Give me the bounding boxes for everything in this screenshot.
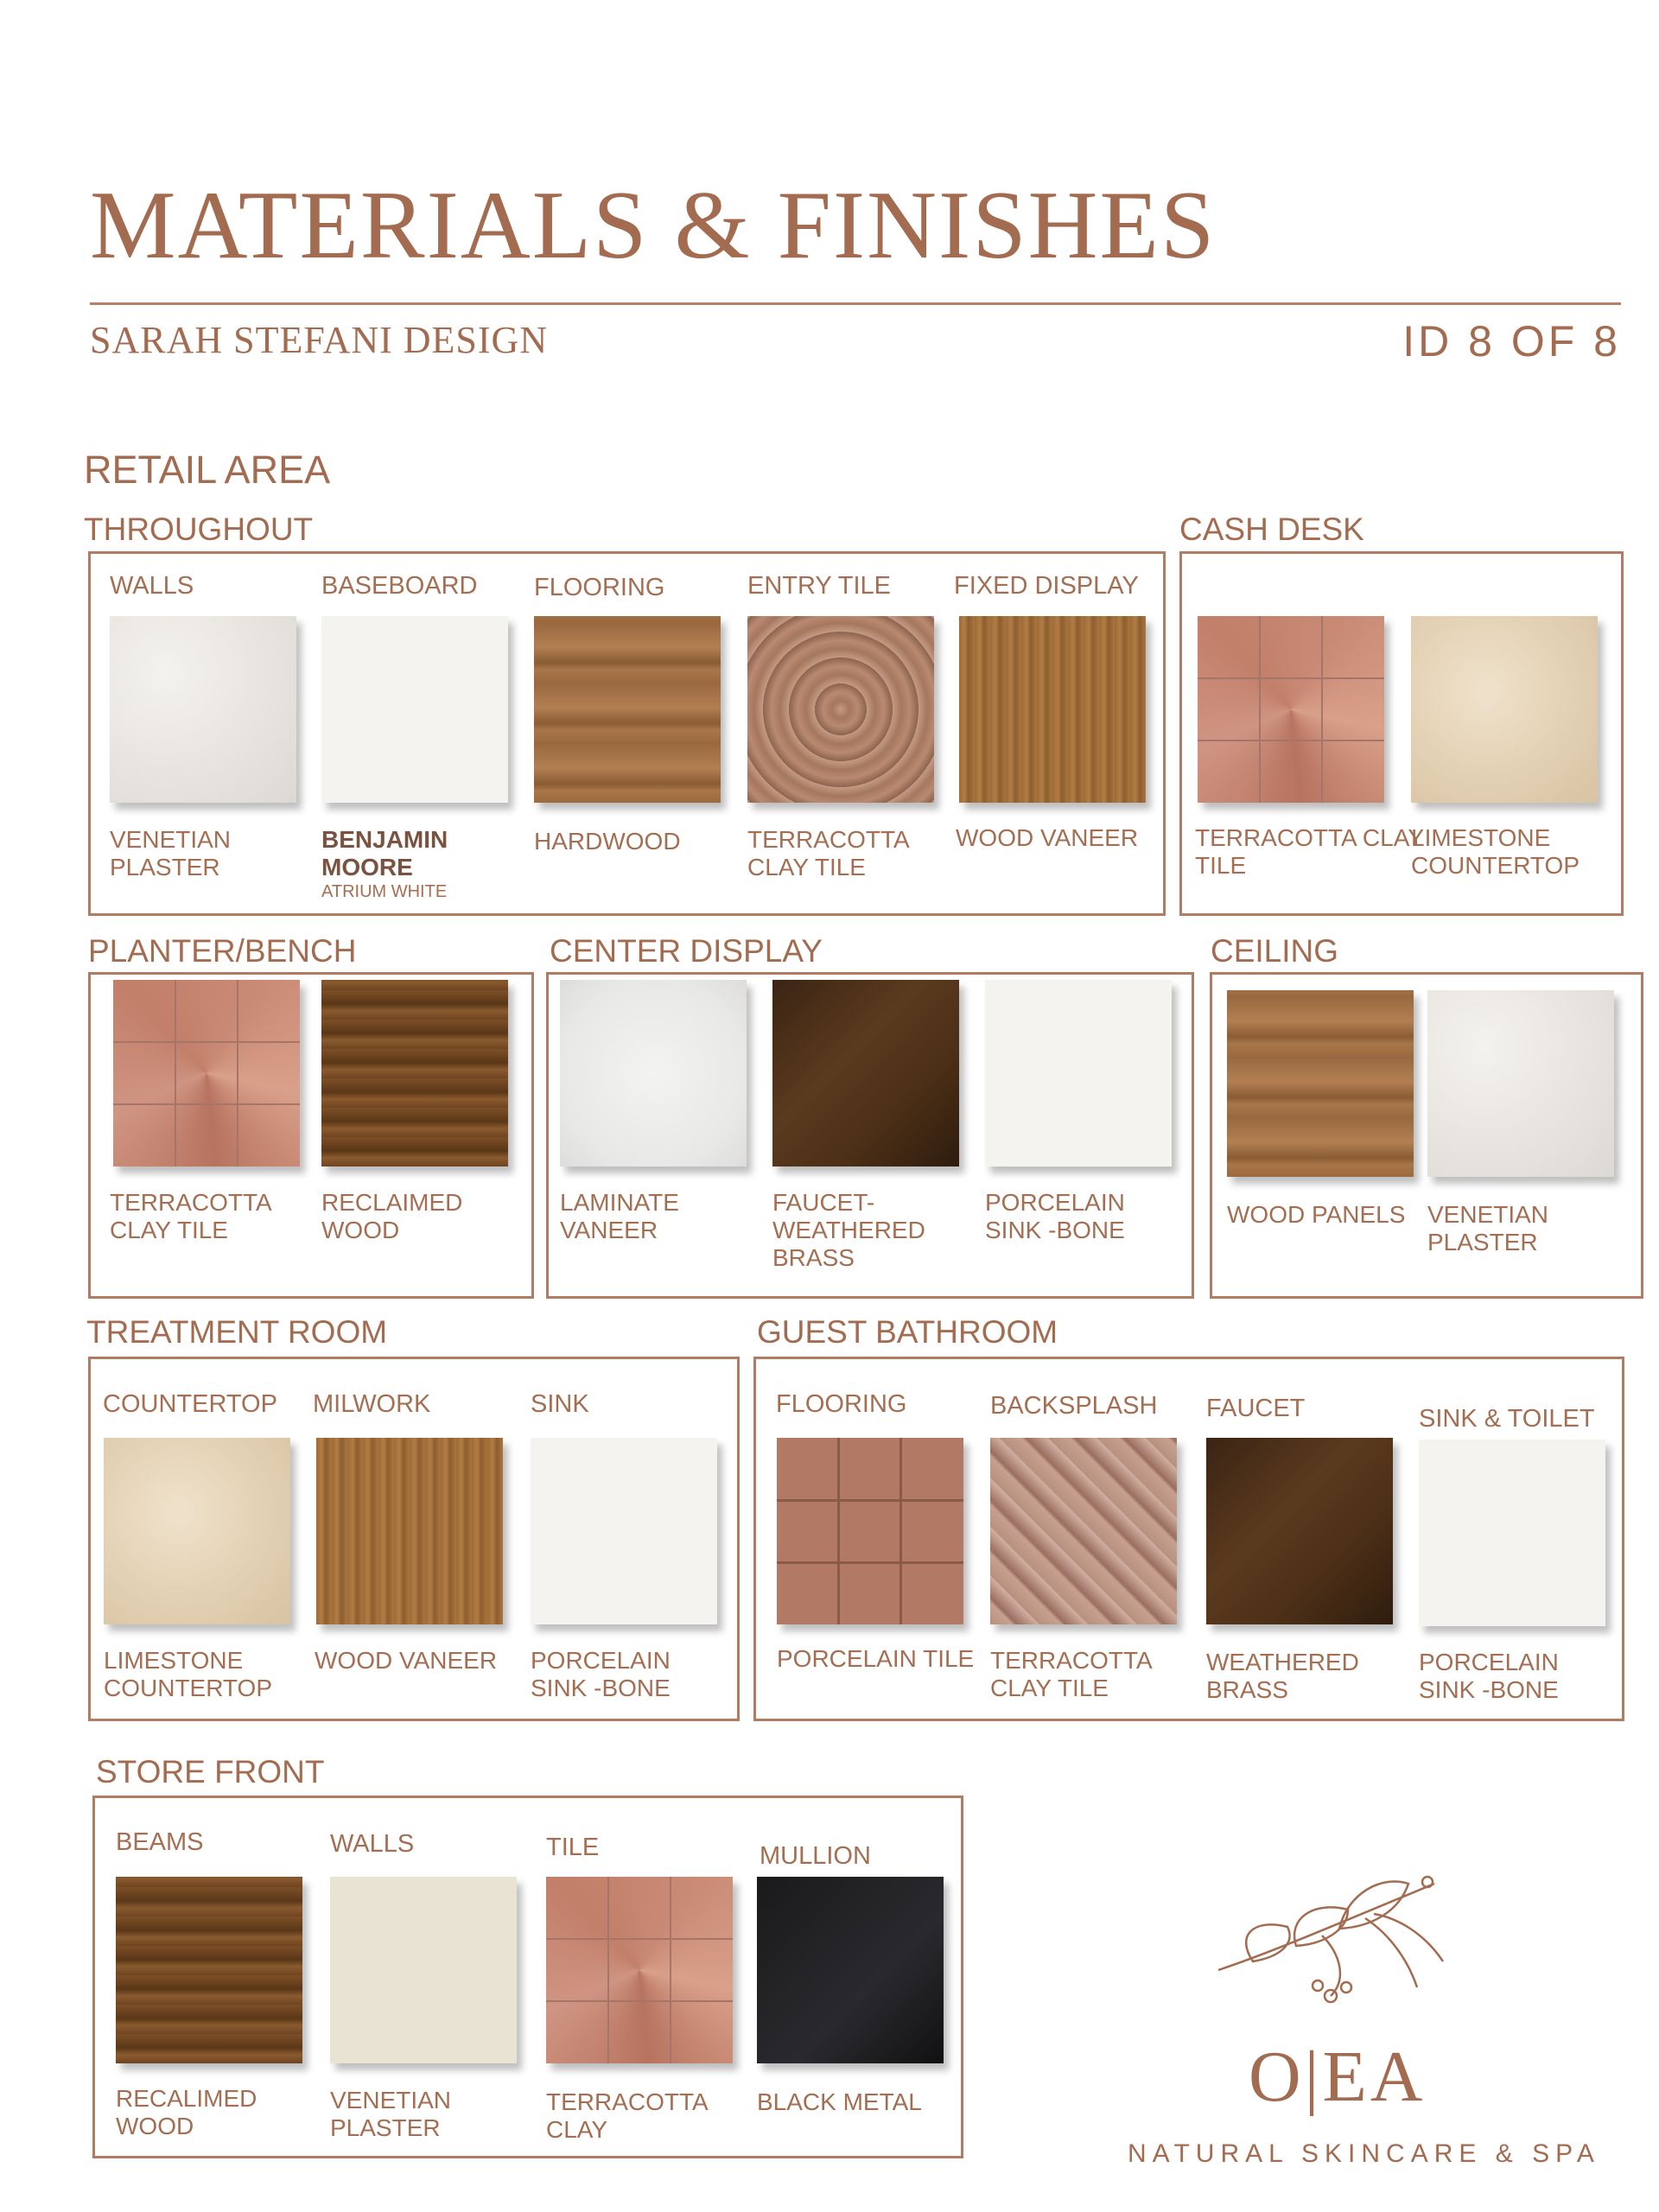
designer-name: SARAH STEFANI DESIGN xyxy=(90,319,549,361)
swatch-venetian-plaster xyxy=(110,616,296,803)
swatch-weathered-brass xyxy=(772,980,959,1166)
material-caption: TERRACOTTA CLAY TILE xyxy=(990,1647,1153,1701)
swatch-terracotta-tile xyxy=(546,1877,733,2063)
section-title-treatment-room: TREATMENT ROOM xyxy=(86,1314,388,1350)
material-caption: HARDWOOD xyxy=(534,828,681,855)
section-title-cash-desk: CASH DESK xyxy=(1179,512,1364,547)
material-label: WALLS xyxy=(110,572,194,600)
swatch-porcelain-tile xyxy=(777,1438,963,1624)
material-caption: LIMESTONE COUNTERTOP xyxy=(104,1647,272,1701)
material-caption: RECLAIMED WOOD xyxy=(321,1189,463,1243)
material-label: MILWORK xyxy=(313,1390,431,1418)
material-caption: WOOD PANELS xyxy=(1227,1201,1406,1228)
swatch-terracotta-tile xyxy=(1198,616,1384,803)
material-label: COUNTERTOP xyxy=(103,1390,277,1418)
material-label: ENTRY TILE xyxy=(747,572,892,600)
section-title-store-front: STORE FRONT xyxy=(96,1754,325,1789)
swatch-terracotta-tile xyxy=(113,980,300,1166)
section-title-center-display: CENTER DISPLAY xyxy=(550,933,823,969)
swatch-limestone xyxy=(1411,616,1598,803)
swatch-reclaimed-wood xyxy=(116,1877,302,2063)
material-caption: TERRACOTTA CLAY xyxy=(546,2088,709,2143)
material-label: WALLS xyxy=(330,1830,415,1858)
material-label: BACKSPLASH xyxy=(990,1392,1158,1420)
brand-tagline: NATURAL SKINCARE & SPA xyxy=(1128,2139,1600,2168)
swatch-porcelain-bone xyxy=(531,1438,717,1624)
material-caption: WOOD VANEER xyxy=(956,824,1139,851)
swatch-weathered-brass xyxy=(1206,1438,1393,1624)
material-caption: PORCELAIN SINK -BONE xyxy=(1419,1649,1559,1703)
material-caption: TERRACOTTA CLAY TILE xyxy=(747,826,910,880)
section-title-throughout: THROUGHOUT xyxy=(84,512,314,547)
material-label: SINK xyxy=(531,1390,589,1418)
material-caption: PORCELAIN TILE xyxy=(777,1645,975,1672)
swatch-venetian-plaster xyxy=(330,1877,517,2063)
material-caption: LAMINATE VANEER xyxy=(560,1189,679,1243)
material-label: TILE xyxy=(546,1834,600,1861)
section-title-guest-bathroom: GUEST BATHROOM xyxy=(757,1314,1058,1350)
swatch-black-metal xyxy=(757,1877,944,2063)
brand-name: O|EA xyxy=(1249,2037,1427,2117)
header-divider xyxy=(90,302,1621,305)
material-label: FIXED DISPLAY xyxy=(954,572,1139,600)
material-caption: PORCELAIN SINK -BONE xyxy=(985,1189,1125,1243)
material-label: BEAMS xyxy=(116,1828,204,1856)
swatch-wood-panels xyxy=(1227,990,1414,1177)
material-caption: TERRACOTTA CLAY TILE xyxy=(1195,824,1425,879)
material-caption: RECALIMED WOOD xyxy=(116,2085,257,2139)
material-caption: WEATHERED BRASS xyxy=(1206,1649,1359,1703)
material-caption: PORCELAIN SINK -BONE xyxy=(531,1647,671,1701)
material-caption: VENETIAN PLASTER xyxy=(1427,1201,1549,1255)
material-caption: LIMESTONE COUNTERTOP xyxy=(1411,824,1580,879)
material-label: FLOORING xyxy=(776,1390,907,1418)
material-caption: VENETIAN PLASTER xyxy=(110,826,232,880)
material-label: MULLION xyxy=(760,1842,871,1870)
swatch-wood-vaneer xyxy=(316,1438,503,1624)
material-caption: FAUCET- WEATHERED BRASS xyxy=(772,1189,925,1271)
material-caption: TERRACOTTA CLAY TILE xyxy=(110,1189,272,1243)
swatch-venetian-plaster xyxy=(1427,990,1614,1177)
area-title: RETAIL AREA xyxy=(84,448,331,492)
material-subcaption: ATRIUM WHITE xyxy=(321,882,448,901)
page-id: ID 8 OF 8 xyxy=(1402,317,1621,365)
material-label: BASEBOARD xyxy=(321,572,478,600)
swatch-reclaimed-wood xyxy=(321,980,508,1166)
material-caption: BLACK METAL xyxy=(757,2088,922,2115)
material-label: FAUCET xyxy=(1206,1395,1306,1422)
swatch-porcelain-bone xyxy=(1419,1440,1605,1626)
swatch-wood-vaneer xyxy=(959,616,1146,803)
material-label: FLOORING xyxy=(534,574,665,601)
section-title-planter: PLANTER/BENCH xyxy=(88,933,357,969)
caption-bold: BENJAMIN MOORE xyxy=(321,826,448,880)
section-title-ceiling: CEILING xyxy=(1211,933,1339,969)
swatch-porcelain-bone xyxy=(985,980,1172,1166)
swatch-entry-tile xyxy=(747,616,934,803)
swatch-baseboard-white xyxy=(321,616,508,803)
leaf-branch-logo-icon xyxy=(1201,1866,1460,2005)
swatch-laminate xyxy=(560,980,747,1166)
swatch-hardwood xyxy=(534,616,721,803)
material-caption: VENETIAN PLASTER xyxy=(330,2087,452,2141)
material-caption: WOOD VANEER xyxy=(315,1647,498,1674)
swatch-herringbone-tile xyxy=(990,1438,1177,1624)
material-label: SINK & TOILET xyxy=(1419,1405,1595,1433)
material-caption xyxy=(321,826,448,881)
swatch-limestone xyxy=(104,1438,290,1624)
page-title: MATERIALS & FINISHES xyxy=(90,172,1217,279)
